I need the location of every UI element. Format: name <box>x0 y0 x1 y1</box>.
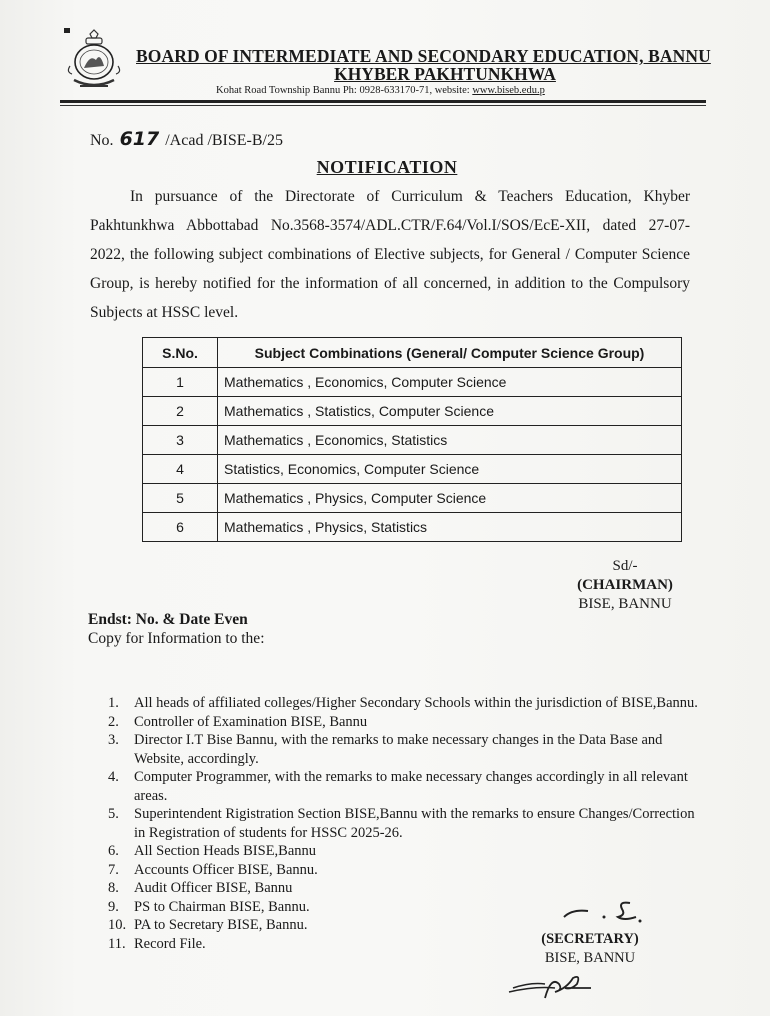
ref-prefix: No. <box>90 132 114 149</box>
item-text: Controller of Examination BISE, Bannu <box>134 713 368 730</box>
cell-combination: Mathematics , Economics, Computer Science <box>218 368 682 397</box>
item-text: Computer Programmer, with the remarks to make necessary changes accordingly in all relevant areas. <box>134 769 688 804</box>
item-text: Director I.T Bise Bannu, with the remarks to make necessary changes in the Data Base and Website, accordingly. <box>134 732 663 767</box>
item-number: 6. <box>108 843 119 859</box>
website-link[interactable]: www.biseb.edu.p <box>472 85 545 96</box>
header-divider-thin <box>60 105 706 106</box>
item-number: 8. <box>108 880 119 896</box>
ref-suffix: /Acad /BISE-B/25 <box>165 132 283 149</box>
header-sno: S.No. <box>143 338 218 368</box>
item-number: 10. <box>108 917 127 933</box>
table-row <box>143 455 682 484</box>
item-text: PA to Secretary BISE, Bannu. <box>134 917 308 933</box>
item-number: 9. <box>108 898 119 915</box>
table-row <box>143 368 682 397</box>
chairman-signature-block <box>560 557 690 614</box>
endorsement-heading: Endst: No. & Date Even <box>88 611 248 628</box>
subject-combinations-table <box>142 337 682 542</box>
table-row <box>143 397 682 426</box>
item-text: Superintendent Rigistration Section BISE,Bannu with the remarks to ensure Changes/Correction in Registration of students for HSSC 2025-26. <box>134 806 695 841</box>
item-number: 4. <box>108 769 119 785</box>
cell-sno: 3 <box>143 426 218 455</box>
table-row <box>143 513 682 542</box>
item-number: 11. <box>108 935 126 952</box>
body-paragraph: In pursuance of the Directorate of Curriculum & Teachers Education, Khyber Pakhtunkhwa Abbottabad No.3568-3574/ADL.CTR/F.64/Vol.I/SOS/EcE-XII, dated 27-07-2022, the following subject combinations of Elective subjects, for General / Computer Science Group, is hereby notified for the information of all concerned, in addition to the Compulsory Subjects at HSSC level. <box>90 188 690 321</box>
table-row <box>143 484 682 513</box>
cell-sno: 6 <box>143 513 218 542</box>
item-text: Record File. <box>134 935 206 952</box>
sd-mark: Sd/- <box>612 558 638 574</box>
secretary-designation: (SECRETARY) <box>541 931 639 947</box>
item-number: 7. <box>108 861 119 878</box>
cell-sno: 2 <box>143 397 218 426</box>
organization-name: BOARD OF INTERMEDIATE AND SECONDARY EDUCATION, BANNU <box>136 46 711 66</box>
notification-title: NOTIFICATION <box>316 157 458 177</box>
item-number: 3. <box>108 732 119 748</box>
cell-combination: Mathematics , Statistics, Computer Science <box>218 397 682 426</box>
item-number: 2. <box>108 713 119 730</box>
list-item <box>108 768 708 805</box>
list-item <box>108 731 708 768</box>
secretary-office: BISE, BANNU <box>544 950 636 966</box>
cell-combination: Statistics, Economics, Computer Science <box>218 455 682 484</box>
cell-sno: 4 <box>143 455 218 484</box>
item-text: Accounts Officer BISE, Bannu. <box>134 861 318 878</box>
secretary-signature-block <box>530 930 650 968</box>
item-text: All heads of affiliated colleges/Higher Secondary Schools within the jurisdiction of BISE,Bannu. <box>134 695 698 711</box>
cell-combination: Mathematics , Economics, Statistics <box>218 426 682 455</box>
chairman-designation: (CHAIRMAN) <box>577 577 673 593</box>
list-item <box>108 805 708 842</box>
cell-combination: Mathematics , Physics, Computer Science <box>218 484 682 513</box>
list-item <box>108 842 708 861</box>
item-text: PS to Chairman BISE, Bannu. <box>134 898 310 915</box>
item-text: Audit Officer BISE, Bannu <box>134 880 293 896</box>
table-row <box>143 426 682 455</box>
item-number: 5. <box>108 806 119 822</box>
header-divider <box>60 100 706 103</box>
copy-line: Copy for Information to the: <box>88 630 265 647</box>
list-item <box>108 713 708 732</box>
cell-sno: 1 <box>143 368 218 397</box>
handwritten-signature-icon <box>505 968 595 1002</box>
reference-number <box>90 128 283 150</box>
list-item <box>108 861 708 880</box>
address-text: Kohat Road Township Bannu Ph: 0928-633170-71, website: <box>216 85 473 96</box>
cell-sno: 5 <box>143 484 218 513</box>
cell-combination: Mathematics , Physics, Statistics <box>218 513 682 542</box>
list-item <box>108 694 708 713</box>
chairman-office: BISE, BANNU <box>578 596 672 612</box>
secretary-initials-icon <box>560 895 650 929</box>
province-name: KHYBER PAKHTUNKHWA <box>334 64 556 84</box>
header-combination: Subject Combinations (General/ Computer Science Group) <box>218 338 682 368</box>
item-number: 1. <box>108 695 119 711</box>
table-header-row <box>143 338 682 368</box>
handwritten-number: 617 <box>119 128 160 150</box>
item-text: All Section Heads BISE,Bannu <box>134 843 317 859</box>
address-line <box>216 85 545 96</box>
